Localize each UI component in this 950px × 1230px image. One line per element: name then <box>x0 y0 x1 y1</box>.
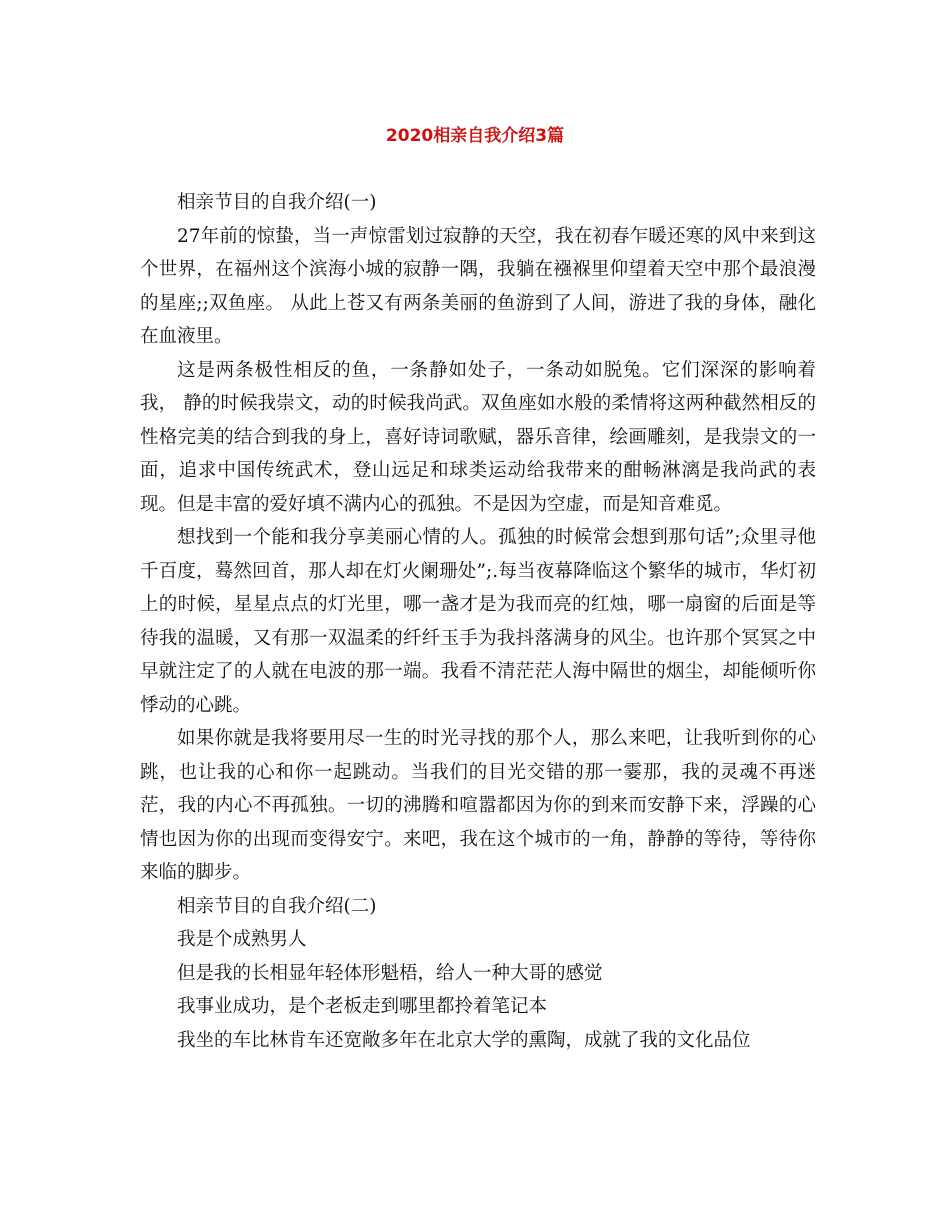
section-heading-1: 相亲节目的自我介绍(一) <box>177 192 377 213</box>
paragraph: 我坐的车比林肯车还宽敞多年在北京大学的熏陶，成就了我的文化品位 <box>177 1029 751 1051</box>
paragraph: 27年前的惊蛰，当一声惊雷划过寂静的天空，我在初春乍暖还寒的风中来到这个世界，在福州这个滨海小城的寂静一隅，我躺在襁褓里仰望着天空中那个最浪漫的星座;;双鱼座。 从此上苍又有两条美丽的鱼游到了人间，游进了我的身体，融化在血液里。 <box>140 225 816 347</box>
paragraph: 我事业成功，是个老板走到哪里都拎着笔记本 <box>177 996 548 1017</box>
paragraph: 这是两条极性相反的鱼，一条静如处子，一条动如脱兔。它们深深的影响着我， 静的时候我崇文，动的时候我尚武。双鱼座如水般的柔情将这两种截然相反的性格完美的结合到我的身上，喜好诗词歌赋，器乐音律，绘画雕刻，是我崇文的一面，追求中国传统武术，登山远足和球类运动给我带来的酣畅淋漓是我尚武的表现。但是丰富的爱好填不满内心的孤独。不是因为空虚，而是知音难觅。 <box>140 359 816 515</box>
document-title: 2020相亲自我介绍3篇 <box>385 126 565 146</box>
paragraph: 如果你就是我将要用尽一生的时光寻找的那个人，那么来吧，让我听到你的心跳，也让我的心和你一起跳动。当我们的目光交错的那一霎那，我的灵魂不再迷茫，我的内心不再孤独。一切的沸腾和喧嚣都因为你的到来而安静下来，浮躁的心情也因为你的出现而变得安宁。来吧，我在这个城市的一角，静静的等待，等待你来临的脚步。 <box>140 728 816 883</box>
paragraph: 想找到一个能和我分享美丽心情的人。孤独的时候常会想到那句话”;众里寻他千百度，蓦然回首，那人却在灯火阑珊处”;.每当夜幕降临这个繁华的城市，华灯初上的时候，星星点点的灯光里，哪一盏才是为我而亮的红烛，哪一扇窗的后面是等待我的温暖，又有那一双温柔的纤纤玉手为我抖落满身的风尘。也许那个冥冥之中早就注定了的人就在电波的那一端。我看不清茫茫人海中隔世的烟尘，却能倾听你悸动的心跳。 <box>140 527 816 716</box>
document-body <box>140 186 816 1057</box>
paragraph: 但是我的长相显年轻体形魁梧，给人一种大哥的感觉 <box>177 962 603 984</box>
section-heading-2: 相亲节目的自我介绍(二) <box>177 895 377 917</box>
paragraph: 我是个成熟男人 <box>177 929 307 950</box>
